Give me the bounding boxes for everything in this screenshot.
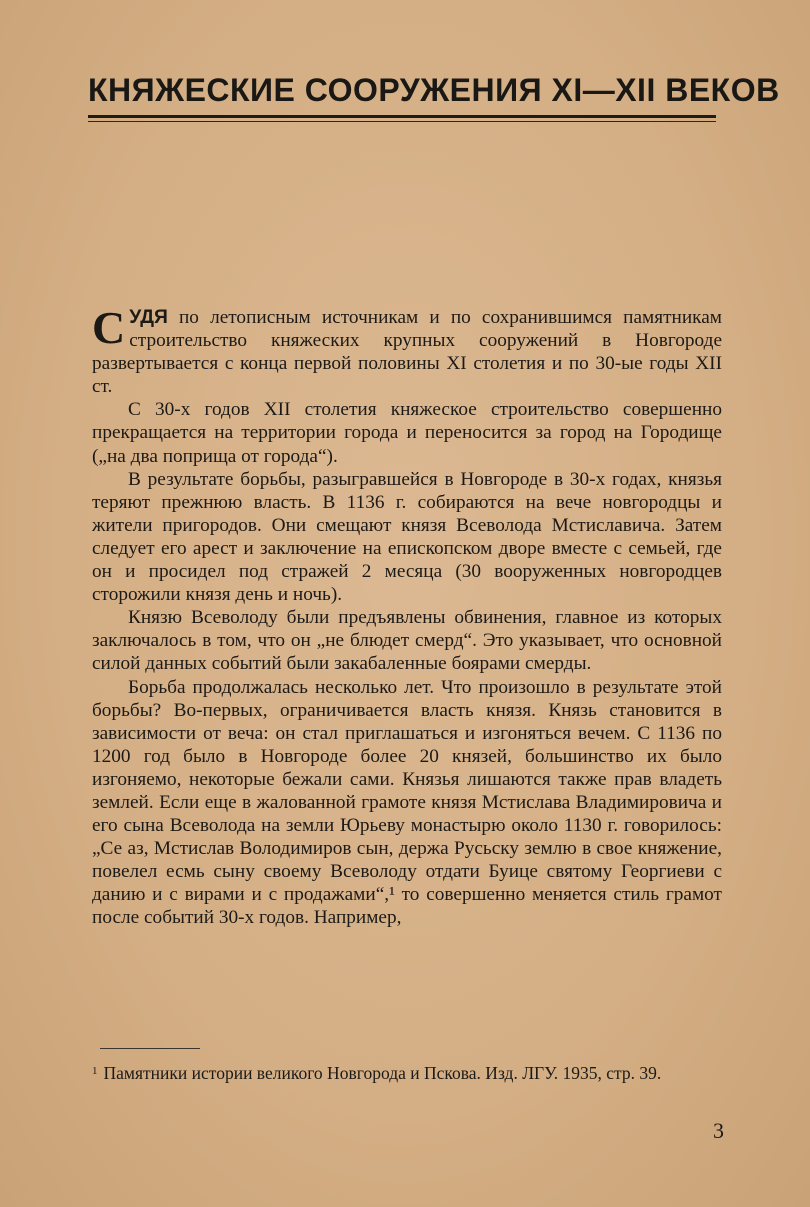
drop-cap: С [92,302,126,353]
page-title: КНЯЖЕСКИЕ СООРУЖЕНИЯ XI—XII ВЕКОВ [88,72,780,108]
paragraph-3: В результате борьбы, разыгравшейся в Новгороде в 30-х годах, князья теряют прежнюю власть. В 1136 г. собираются на вече новгородцы и жители пригородов. Они смещают князя Всеволода Мстиславича. Затем следует его арест и заключение на епископском дворе вместе с семьей, где он и просидел под стражей 2 месяца (30 вооруженных новгородцев сторожили князя день и ночь). [92,468,722,606]
body-text [92,302,722,930]
footnote-mark: 1 [92,1065,98,1077]
paragraph-1 [92,302,722,398]
footnote [92,1060,722,1084]
lead-word: УДЯ [129,307,168,328]
page-number: 3 [713,1118,724,1143]
paragraph-5: Борьба продолжалась несколько лет. Что произошло в результате этой борьбы? Во-первых, ограничивается власть князя. Князь становится в зависимости от веча: он стал приглашаться и изгоняться вечем. С 1136 по 1200 год было в Новгороде более 20 князей, большинство их было изгоняемо, некоторые бежали сами. Князья лишаются также прав владеть землей. Если еще в жалованной грамоте князя Мстислава Владимировича и его сына Всеволода на земли Юрьеву монастырю около 1130 г. говорилось: „Се аз, Мстислав Володимиров сын, держа Русьску землю в свое княжение, повелел есмь сыну своему Всеволоду отдати Буице святому Георгиеви с данию и с вирами и с продажами“,¹ то совершенно меняется стиль грамот после событий 30-х годов. Например, [92,676,722,929]
footnote-text: Памятники истории великого Новгорода и Пскова. Изд. ЛГУ. 1935, стр. 39. [103,1063,662,1083]
title-rule-thin [88,121,716,122]
paragraph-2: С 30-х годов XII столетия княжеское строительство совершенно прекращается на территории города и переносится за город на Городище („на два поприща от города“). [92,399,722,467]
paragraph-1-text: по летописным источникам и по сохранившимся памятникам строительство княжеских крупных сооружений в Новгороде развертывается с конца первой половины XI столетия и по 30-ые годы XII ст. [92,307,722,398]
title-rule-thick [88,115,716,118]
footnote-rule [100,1048,200,1049]
paragraph-4: Князю Всеволоду были предъявлены обвинения, главное из которых заключалось в том, что он „не блюдет смерд“. Это указывает, что основной силой данных событий были закабаленные боярами смерды. [92,607,722,675]
